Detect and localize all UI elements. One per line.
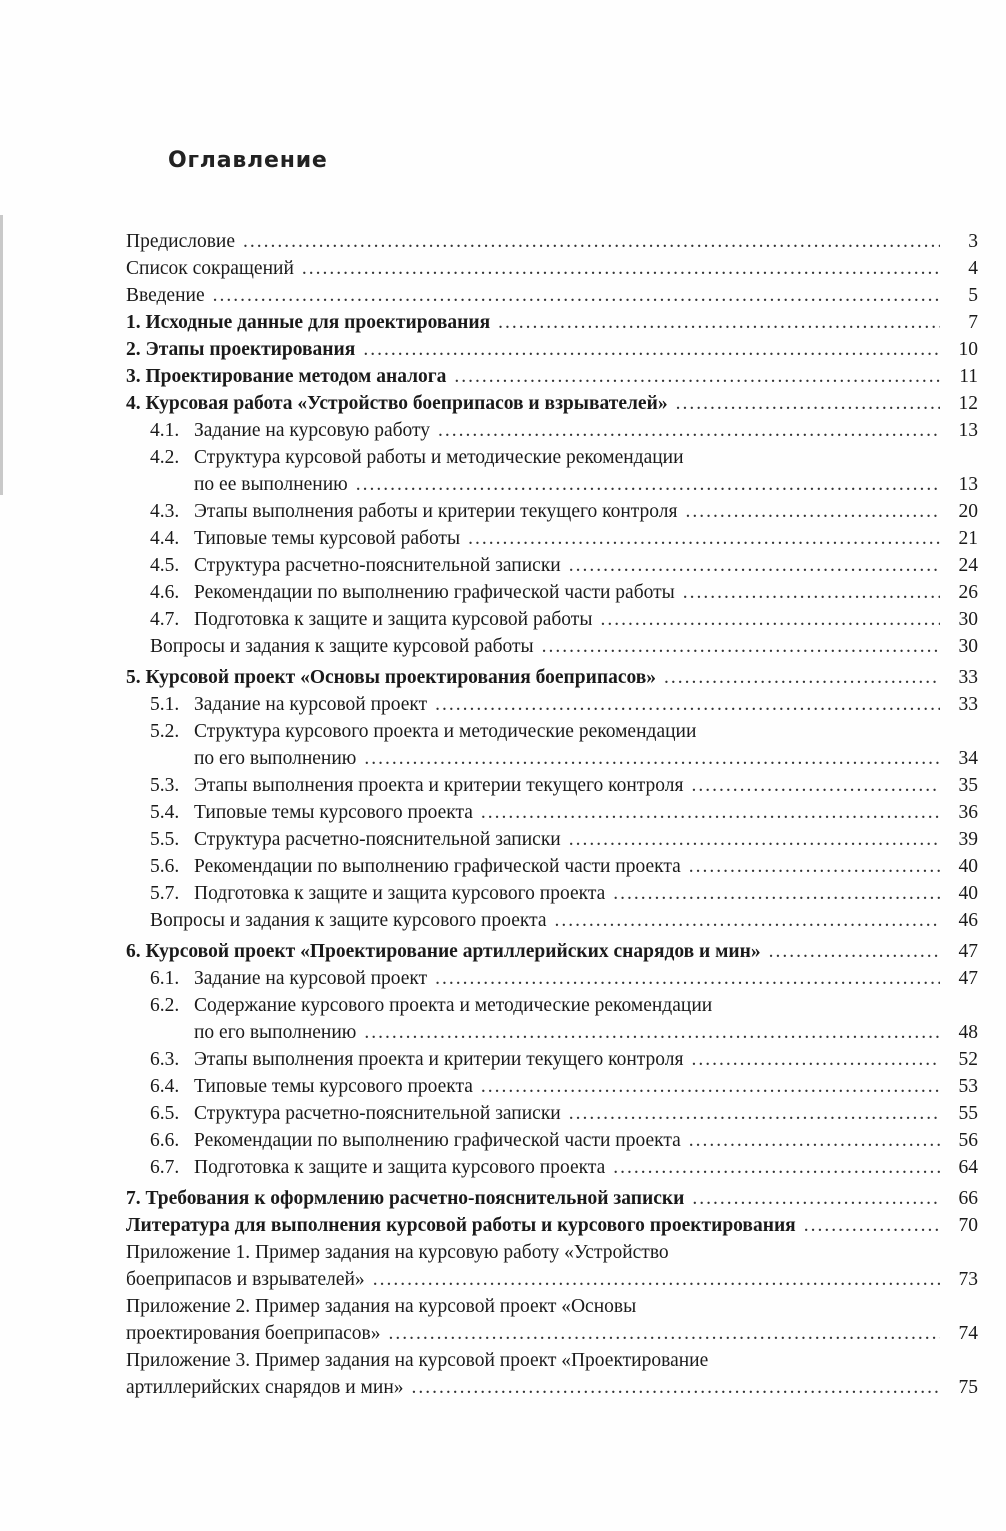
toc-entry-chapter-1[interactable] (126, 309, 978, 336)
toc-entry-text: Типовые темы курсового проекта (194, 802, 473, 823)
toc-entry-section-4-3[interactable] (126, 498, 978, 525)
toc-entry-preface[interactable] (126, 228, 978, 255)
toc-entry-section-5-2-cont[interactable] (126, 745, 978, 772)
page-number: 12 (958, 393, 978, 414)
toc-entry-section-4-4[interactable] (126, 525, 978, 552)
section-number: 5.6. (150, 856, 180, 877)
toc-entry-chapter-2[interactable] (126, 336, 978, 363)
toc-entry-text: Вопросы и задания к защите курсового проекта (150, 910, 547, 931)
toc-entry-abbreviations[interactable] (126, 255, 978, 282)
toc-entry-section-5-5[interactable] (126, 826, 978, 853)
page-number: 56 (958, 1130, 978, 1151)
dot-leader (438, 417, 940, 444)
section-number: 6.7. (150, 1157, 180, 1178)
toc-entry-section-5-4[interactable] (126, 799, 978, 826)
toc-entry-text: Подготовка к защите и защита курсовой работы (194, 609, 593, 630)
toc-entry-text: по его выполнению (194, 1022, 357, 1043)
dot-leader (555, 907, 940, 934)
toc-entry-chapter-7[interactable] (126, 1185, 978, 1212)
dot-leader (600, 606, 940, 633)
toc-entry-appendix-2-cont[interactable] (126, 1320, 978, 1347)
toc-entry-text: Типовые темы курсовой работы (194, 528, 461, 549)
toc-entry-literature[interactable] (126, 1212, 978, 1239)
toc-entry-chapter-5[interactable] (126, 664, 978, 691)
page-number: 64 (958, 1157, 978, 1178)
page-number: 34 (958, 748, 978, 769)
toc-entry-text: Литература для выполнения курсовой работы и курсового проектирования (126, 1215, 796, 1236)
dot-leader (683, 579, 940, 606)
toc-entry-text: Задание на курсовой проект (194, 968, 428, 989)
page-number: 24 (958, 555, 978, 576)
toc-entry-text: Рекомендации по выполнению графической части проекта (194, 856, 681, 877)
section-number: 4.5. (150, 555, 180, 576)
toc-entry-text: по ее выполнению (194, 474, 348, 495)
section-number: 5.7. (150, 883, 180, 904)
dot-leader (613, 1154, 940, 1181)
toc-entry-text: Вопросы и задания к защите курсовой работы (150, 636, 534, 657)
toc-entry-text: Рекомендации по выполнению графической части работы (194, 582, 675, 603)
section-number: 6.6. (150, 1130, 180, 1151)
toc-entry-section-4-1[interactable] (126, 417, 978, 444)
section-number: 4.7. (150, 609, 180, 630)
toc-entry-chapter-4[interactable] (126, 390, 978, 417)
page-number: 26 (958, 582, 978, 603)
toc-entry-section-6-3[interactable] (126, 1046, 978, 1073)
toc-entry-section-5-3[interactable] (126, 772, 978, 799)
toc-entry-text: 5. Курсовой проект «Основы проектирования боеприпасов» (126, 667, 657, 688)
toc-entry-appendix-2[interactable] (126, 1293, 978, 1320)
page-number: 73 (958, 1269, 978, 1290)
toc-entry-text-line1: Приложение 2. Пример задания на курсовой проект «Основы (126, 1296, 637, 1317)
toc-entry-section-4-2[interactable] (126, 444, 978, 471)
toc-entry-chapter-3[interactable] (126, 363, 978, 390)
toc-entry-text: 2. Этапы проектирования (126, 339, 356, 360)
dot-leader (804, 1212, 940, 1239)
dot-leader (692, 772, 941, 799)
toc-entry-appendix-1-cont[interactable] (126, 1266, 978, 1293)
toc-entry-text: Типовые темы курсового проекта (194, 1076, 473, 1097)
toc-entry-section-4-7[interactable] (126, 606, 978, 633)
toc-entry-chapter-6[interactable] (126, 938, 978, 965)
toc-entry-text: Структура расчетно-пояснительной записки (194, 555, 561, 576)
toc-entry-text: 7. Требования к оформлению расчетно-пояснительной записки (126, 1188, 685, 1209)
section-number: 4.4. (150, 528, 180, 549)
dot-leader (213, 282, 940, 309)
toc-entry-text: Этапы выполнения работы и критерии текущего контроля (194, 501, 678, 522)
toc-entry-appendix-1[interactable] (126, 1239, 978, 1266)
section-number: 6.1. (150, 968, 180, 989)
dot-leader (243, 228, 940, 255)
dot-leader (692, 1046, 941, 1073)
dot-leader (454, 363, 940, 390)
dot-leader (692, 1185, 940, 1212)
toc-entry-text: Этапы выполнения проекта и критерии текущего контроля (194, 1049, 684, 1070)
toc-entry-text: Подготовка к защите и защита курсового проекта (194, 1157, 606, 1178)
page-number: 30 (958, 636, 978, 657)
toc-entry-text: Структура расчетно-пояснительной записки (194, 1103, 561, 1124)
toc-entry-text: Задание на курсовой проект (194, 694, 428, 715)
section-number: 5.5. (150, 829, 180, 850)
toc-entry-text: проектирования боеприпасов» (126, 1323, 381, 1344)
section-number: 4.1. (150, 420, 180, 441)
dot-leader (356, 471, 940, 498)
toc-entry-text: боеприпасов и взрывателей» (126, 1269, 365, 1290)
toc-entry-text: 1. Исходные данные для проектирования (126, 312, 491, 333)
page-edge-shadow (0, 215, 3, 495)
section-number: 4.6. (150, 582, 180, 603)
section-number: 6.5. (150, 1103, 180, 1124)
toc-entry-text: Структура расчетно-пояснительной записки (194, 829, 561, 850)
toc-entry-section-5-7[interactable] (126, 880, 978, 907)
page-number: 7 (968, 312, 978, 333)
toc-entry-section-6-1[interactable] (126, 965, 978, 992)
toc-entry-questions-4[interactable] (126, 633, 978, 660)
toc-entry-text: Введение (126, 285, 205, 306)
page-number: 3 (968, 231, 978, 252)
page-number: 53 (958, 1076, 978, 1097)
page-number: 20 (958, 501, 978, 522)
section-number: 5.2. (150, 721, 180, 742)
toc-entry-section-5-1[interactable] (126, 691, 978, 718)
table-of-contents (126, 228, 978, 1401)
page-number: 5 (968, 285, 978, 306)
toc-entry-text: Рекомендации по выполнению графической части проекта (194, 1130, 681, 1151)
toc-entry-section-6-5[interactable] (126, 1100, 978, 1127)
dot-leader (569, 826, 940, 853)
page-number: 47 (958, 968, 978, 989)
toc-entry-text: Предисловие (126, 231, 236, 252)
page-number: 74 (958, 1323, 978, 1344)
toc-entry-text: по его выполнению (194, 748, 357, 769)
toc-entry-section-6-2[interactable] (126, 992, 978, 1019)
dot-leader (481, 799, 940, 826)
section-number: 5.3. (150, 775, 180, 796)
toc-entry-questions-5[interactable] (126, 907, 978, 934)
page-number: 33 (958, 694, 978, 715)
toc-entry-section-4-2-cont[interactable] (126, 471, 978, 498)
page-number: 66 (958, 1188, 978, 1209)
section-number: 6.2. (150, 995, 180, 1016)
dot-leader (676, 390, 940, 417)
page-number: 48 (958, 1022, 978, 1043)
toc-entry-text: Список сокращений (126, 258, 294, 279)
toc-entry-text-line1: Структура курсовой работы и методические рекомендации (194, 447, 684, 468)
toc-entry-section-4-5[interactable] (126, 552, 978, 579)
dot-leader (364, 1019, 940, 1046)
dot-leader (363, 336, 940, 363)
toc-entry-section-5-6[interactable] (126, 853, 978, 880)
page-number: 55 (958, 1103, 978, 1124)
page-number: 39 (958, 829, 978, 850)
toc-entry-text-line1: Структура курсового проекта и методические рекомендации (194, 721, 697, 742)
page-number: 13 (958, 420, 978, 441)
page-number: 4 (968, 258, 978, 279)
dot-leader (412, 1374, 940, 1401)
page-number: 75 (958, 1377, 978, 1398)
toc-entry-text-line1: Содержание курсового проекта и методические рекомендации (194, 995, 713, 1016)
dot-leader (364, 745, 940, 772)
section-number: 6.4. (150, 1076, 180, 1097)
toc-entry-text: Задание на курсовую работу (194, 420, 431, 441)
section-number: 4.2. (150, 447, 180, 468)
page-title: Оглавление (168, 148, 328, 173)
toc-entry-text: Этапы выполнения проекта и критерии текущего контроля (194, 775, 684, 796)
page-number: 33 (958, 667, 978, 688)
page-number: 47 (958, 941, 978, 962)
toc-entry-section-6-4[interactable] (126, 1073, 978, 1100)
toc-entry-text-line1: Приложение 1. Пример задания на курсовую работу «Устройство (126, 1242, 669, 1263)
dot-leader (569, 1100, 940, 1127)
toc-entry-text: 4. Курсовая работа «Устройство боеприпасов и взрывателей» (126, 393, 668, 414)
page-number: 52 (958, 1049, 978, 1070)
toc-entry-text: Подготовка к защите и защита курсового проекта (194, 883, 606, 904)
page-number: 13 (958, 474, 978, 495)
page-number: 40 (958, 856, 978, 877)
dot-leader (498, 309, 940, 336)
toc-entry-section-5-2[interactable] (126, 718, 978, 745)
page-number: 10 (958, 339, 978, 360)
toc-entry-section-4-6[interactable] (126, 579, 978, 606)
page-number: 11 (959, 366, 978, 387)
dot-leader (302, 255, 940, 282)
dot-leader (569, 552, 940, 579)
dot-leader (388, 1320, 940, 1347)
dot-leader (689, 853, 940, 880)
page-number: 21 (958, 528, 978, 549)
toc-entry-introduction[interactable] (126, 282, 978, 309)
page-number: 40 (958, 883, 978, 904)
page-number: 70 (958, 1215, 978, 1236)
page-number: 35 (958, 775, 978, 796)
dot-leader (542, 633, 940, 660)
toc-entry-appendix-3[interactable] (126, 1347, 978, 1374)
toc-entry-appendix-3-cont[interactable] (126, 1374, 978, 1401)
toc-entry-section-6-6[interactable] (126, 1127, 978, 1154)
page-number: 30 (958, 609, 978, 630)
dot-leader (613, 880, 940, 907)
page-number: 36 (958, 802, 978, 823)
dot-leader (481, 1073, 940, 1100)
section-number: 6.3. (150, 1049, 180, 1070)
dot-leader (664, 664, 940, 691)
toc-entry-section-6-7[interactable] (126, 1154, 978, 1181)
dot-leader (685, 498, 940, 525)
dot-leader (468, 525, 940, 552)
dot-leader (689, 1127, 940, 1154)
dot-leader (373, 1266, 940, 1293)
toc-entry-text: 3. Проектирование методом аналога (126, 366, 447, 387)
toc-entry-text-line1: Приложение 3. Пример задания на курсовой проект «Проектирование (126, 1350, 709, 1371)
dot-leader (435, 691, 940, 718)
toc-entry-text: артиллерийских снарядов и мин» (126, 1377, 404, 1398)
dot-leader (435, 965, 940, 992)
toc-entry-section-6-2-cont[interactable] (126, 1019, 978, 1046)
toc-entry-text: 6. Курсовой проект «Проектирование артиллерийских снарядов и мин» (126, 941, 761, 962)
section-number: 4.3. (150, 501, 180, 522)
dot-leader (769, 938, 940, 965)
section-number: 5.1. (150, 694, 180, 715)
page-number: 46 (958, 910, 978, 931)
section-number: 5.4. (150, 802, 180, 823)
